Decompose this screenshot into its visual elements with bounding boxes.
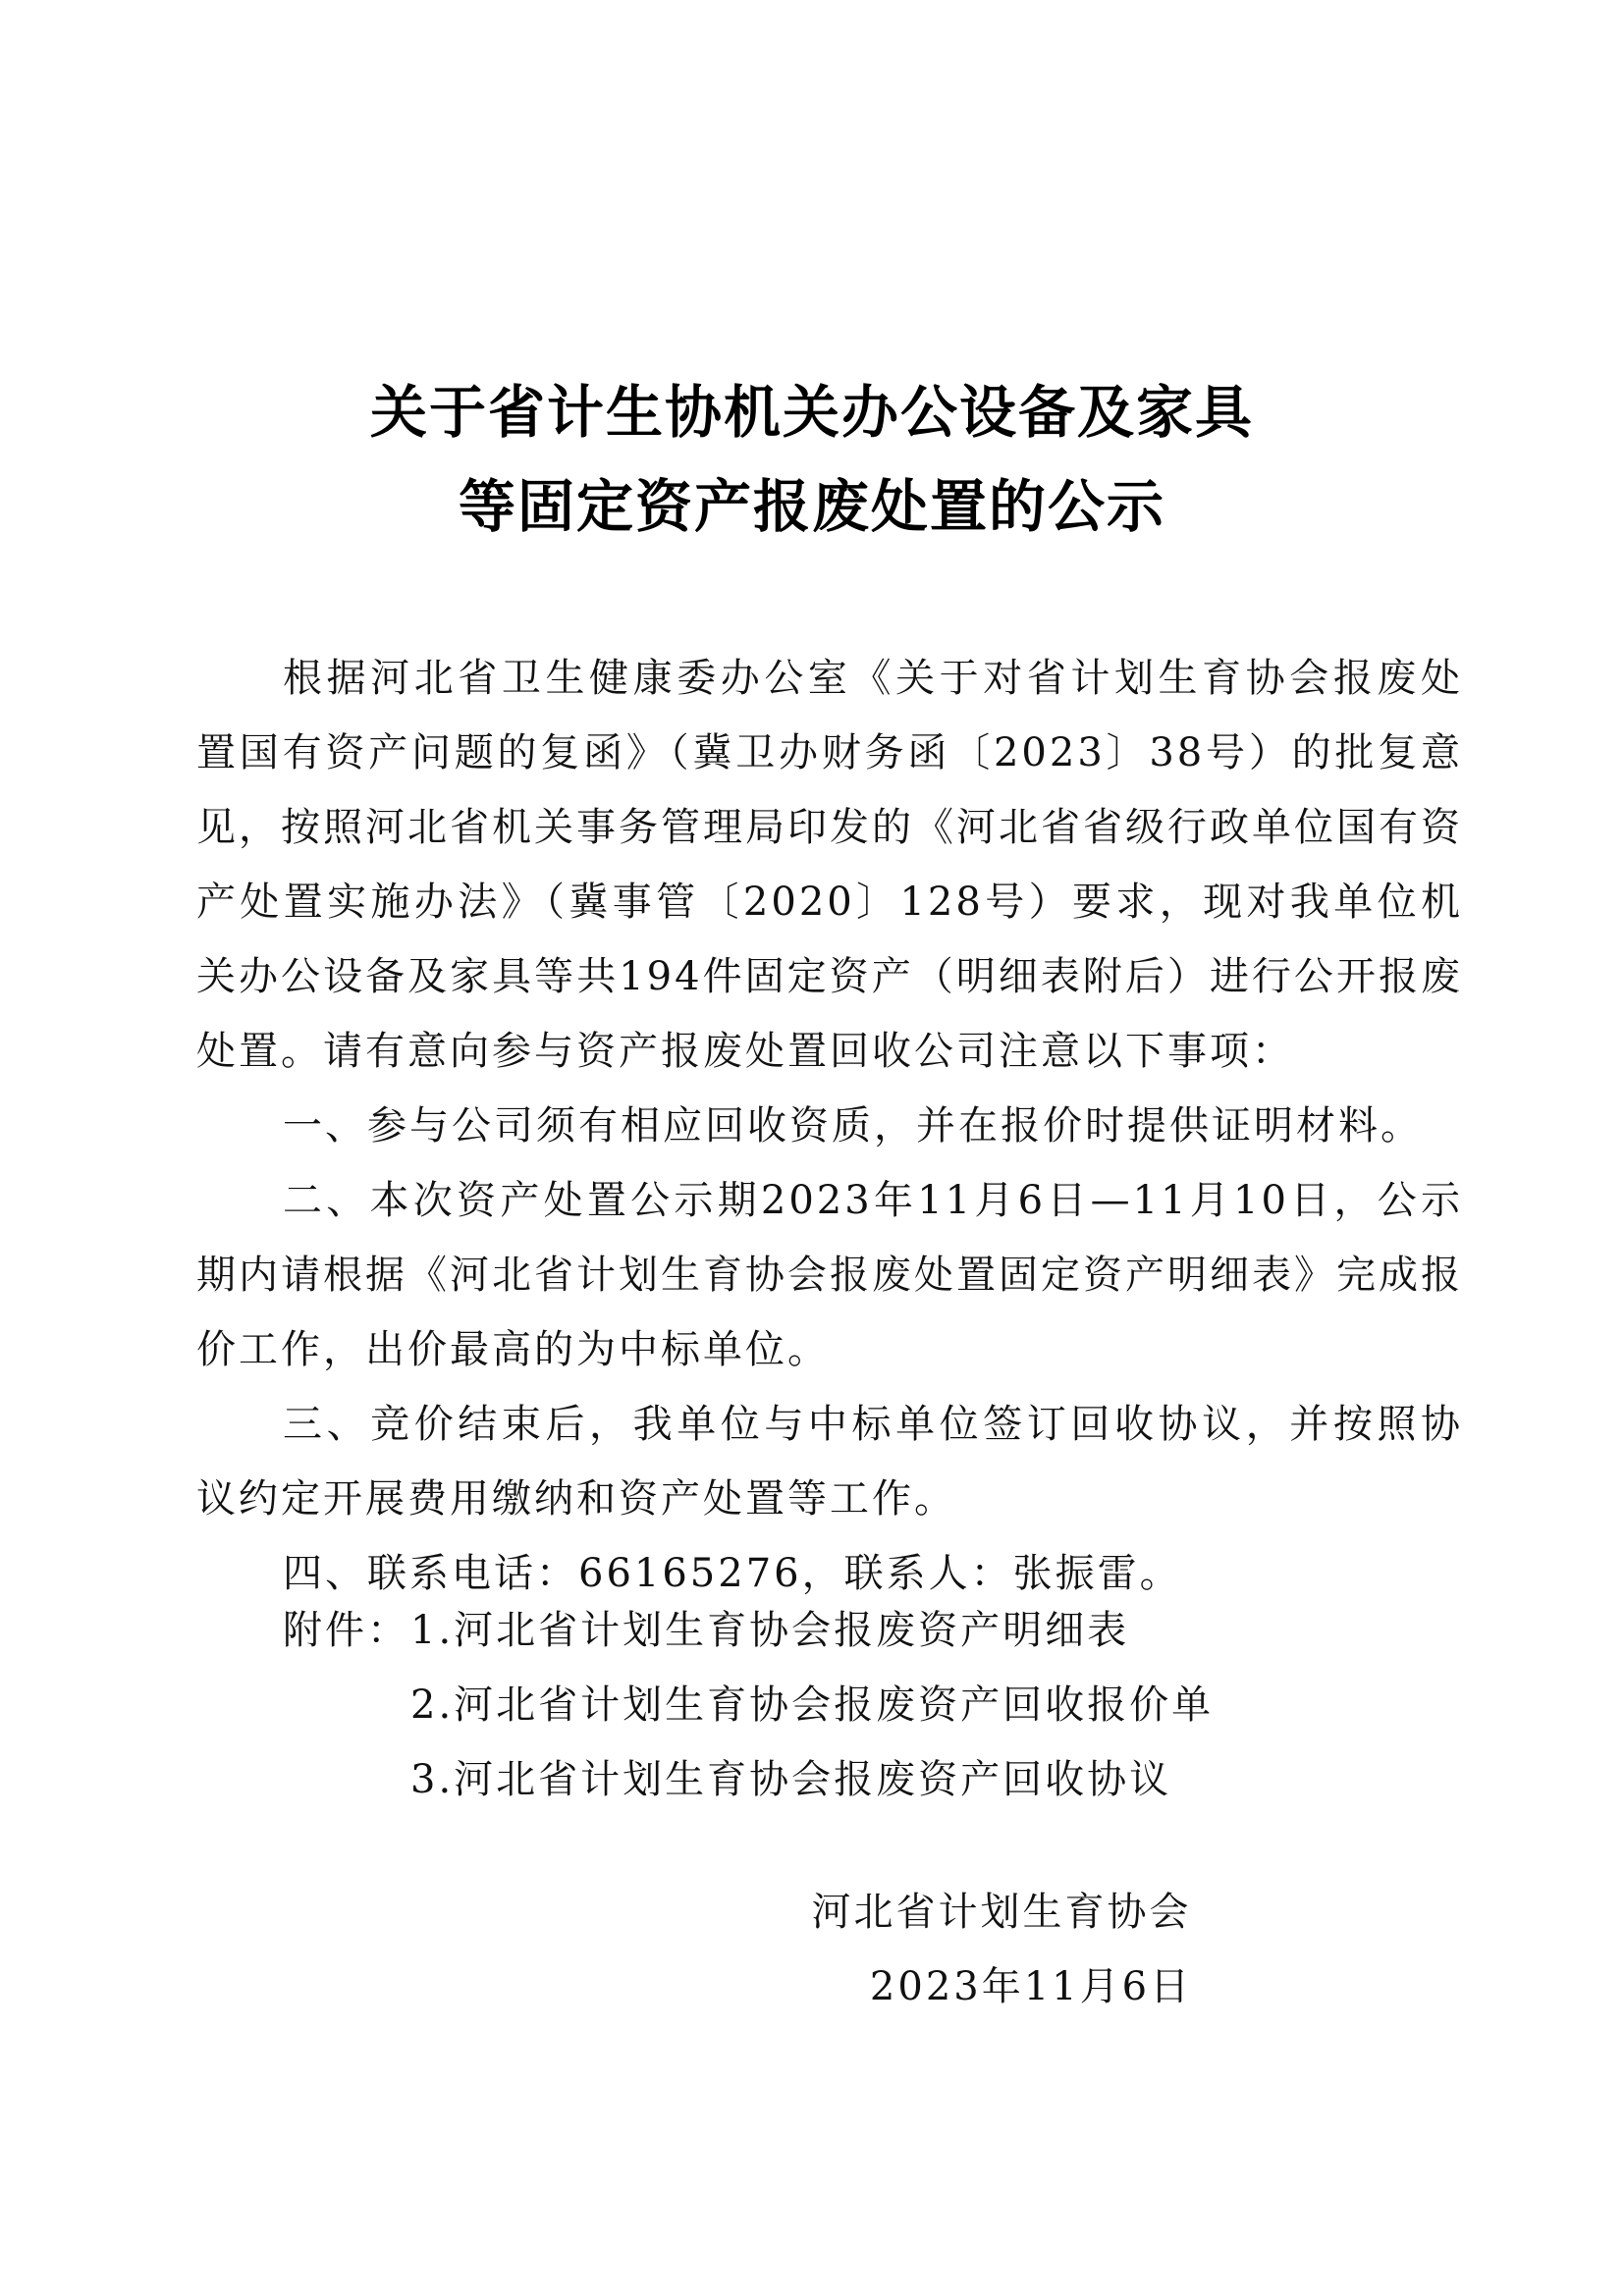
attachment-item-2: 2.河北省计划生育协会报废资产回收报价单 (410, 1682, 1215, 1728)
document-title-line-2: 等固定资产报废处置的公示 (458, 473, 1165, 540)
document-body (196, 641, 1463, 1611)
attachment-item-1: 1.河北省计划生育协会报废资产明细表 (410, 1608, 1130, 1653)
document-title-line-1: 关于省计生协机关办公设备及家具 (369, 379, 1254, 446)
attachments-list (283, 1593, 1214, 1817)
item-paragraph-3: 三、竞价结束后，我单位与中标单位签订回收协议，并按照协议约定开展费用缴纳和资产处置等工作。 (196, 1402, 1463, 1522)
attachment-item-3: 3.河北省计划生育协会报废资产回收协议 (410, 1757, 1172, 1802)
attachment-row-1 (283, 1593, 1214, 1668)
item-paragraph-2: 二、本次资产处置公示期2023年11月6日—11月10日，公示期内请根据《河北省计划生育协会报废处置固定资产明细表》完成报价工作，出价最高的为中标单位。 (196, 1178, 1463, 1372)
signature-date: 2023年11月6日 (869, 1964, 1193, 2009)
attachment-row-3 (283, 1742, 1214, 1817)
attachments-label: 附件： (283, 1608, 409, 1653)
item-paragraph-1: 一、参与公司须有相应回收资质，并在报价时提供证明材料。 (283, 1103, 1423, 1148)
intro-paragraph: 根据河北省卫生健康委办公室《关于对省计划生育协会报废处置国有资产问题的复函》（冀卫办财务函〔2023〕38号）的批复意见，按照河北省机关事务管理局印发的《河北省省级行政单位国有资产处置实施办法》（冀事管〔2020〕128号）要求，现对我单位机关办公设备及家具等共194件固定资产（明细表附后）进行公开报废处置。请有意向参与资产报废处置回收公司注意以下事项： (196, 656, 1463, 1074)
signature-organization: 河北省计划生育协会 (811, 1890, 1192, 1935)
attachment-row-2 (283, 1668, 1214, 1742)
contact-paragraph: 四、联系电话：66165276，联系人：张振雷。 (283, 1551, 1182, 1596)
